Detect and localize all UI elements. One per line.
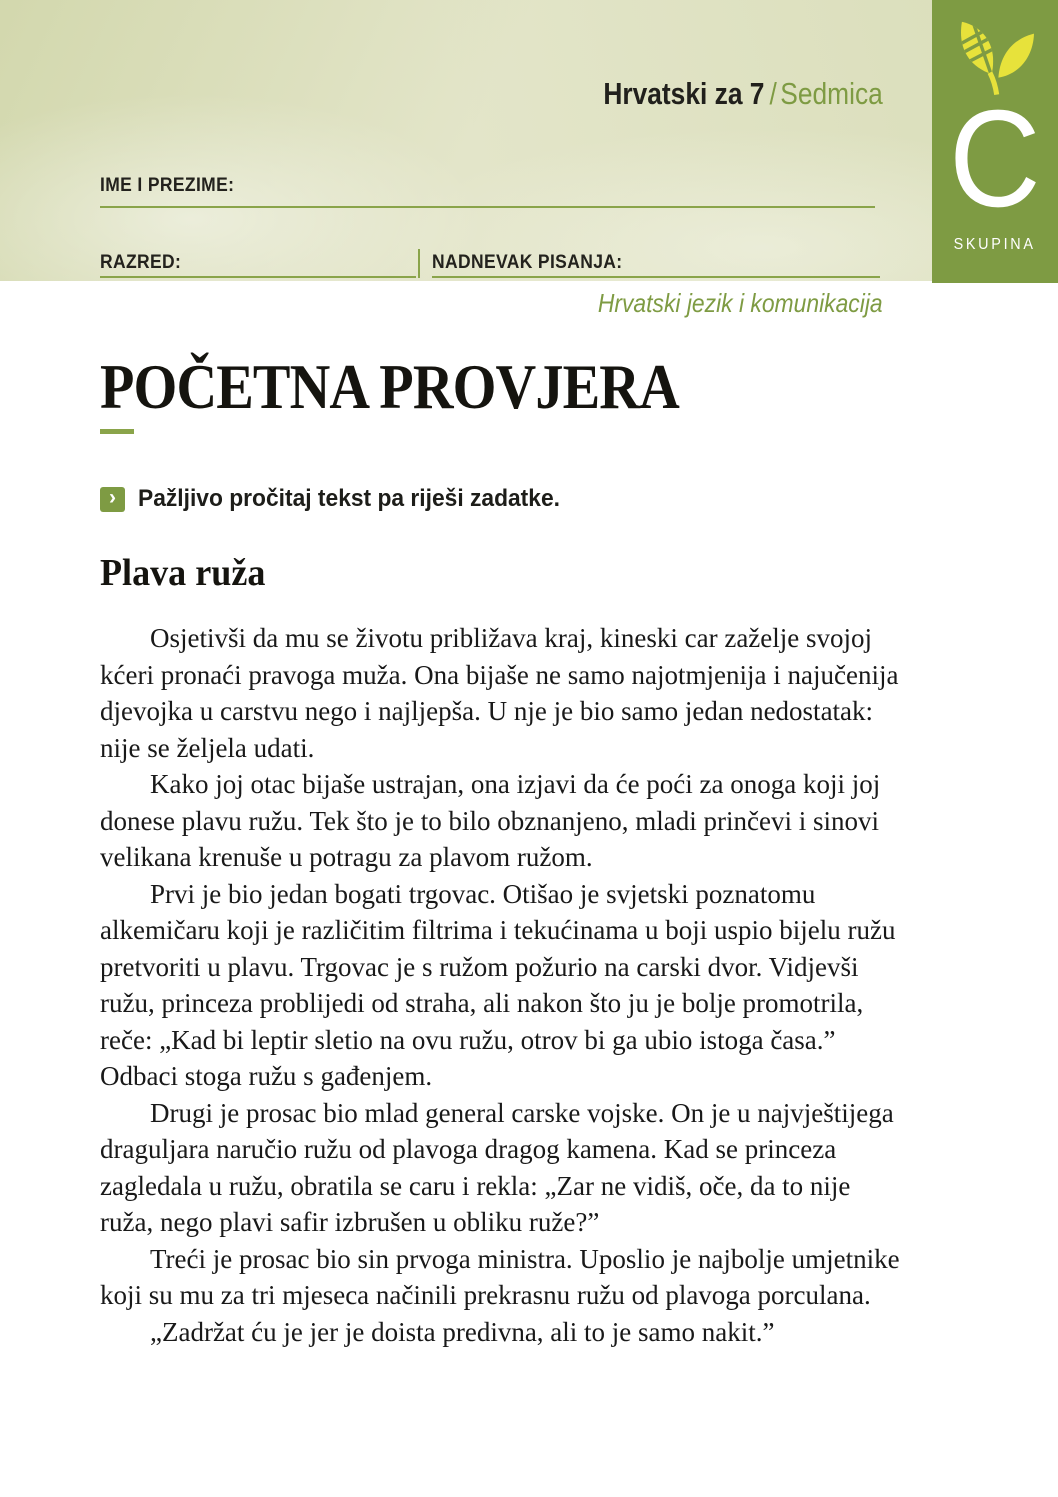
class-field-label: RAZRED:	[100, 252, 182, 273]
story-paragraph: Treći je prosac bio sin prvoga ministra. Uposlio je najbolje umjetnike koji su mu za tri mjeseca načinili prekrasnu ružu od plavoga porculana.	[100, 1243, 900, 1310]
course-edition: Sedmica	[780, 76, 883, 111]
name-field-label: IME I PREZIME:	[100, 175, 235, 196]
chevron-glyph: ›	[109, 486, 116, 509]
group-label: SKUPINA	[953, 236, 1037, 253]
instruction-row	[100, 485, 582, 513]
course-separator: /	[769, 76, 778, 111]
header-texture-band	[0, 0, 1058, 281]
title-dash	[100, 429, 134, 434]
page-title: POČETNA PROVJERA	[100, 351, 679, 422]
date-field-label: NADNEVAK PISANJA:	[432, 252, 623, 273]
group-letter: C	[949, 82, 1041, 236]
course-name: Hrvatski za 7	[603, 76, 765, 111]
subject-title: Hrvatski jezik i komunikacija	[598, 288, 883, 318]
story-paragraph: Drugi je prosac bio mlad general carske vojske. On je u najvještijega draguljara naručio ružu od plavoga dragog kamena. Kad se princeza zagledala u ružu, obratila se caru i rekla: „Zar ne vidiš, oče, da to nije ruža, nego plavi safir izbrušen u obliku ruže?”	[100, 1097, 894, 1237]
date-field-line	[432, 276, 880, 278]
field-divider	[418, 249, 420, 278]
story-paragraph: Osjetivši da mu se životu približava kraj, kineski car zaželje svojoj kćeri pronaći pravoga muža. Ona bijaše ne samo najotmjenija i najučenija djevojka u carstvu nego i najljepša. U nje je bio samo jedan nedostatak: nije se željela udati.	[100, 623, 899, 763]
story-paragraph: Kako joj otac bijaše ustrajan, ona izjavi da će poći za onoga koji joj donese plavu ružu. Tek što je to bilo obznanjeno, mladi prinčevi i sinovi velikana krenuše u potragu za plavom ružom.	[100, 769, 881, 872]
story-paragraphs	[100, 620, 900, 1350]
story-paragraph: „Zadržat ću je jer je doista predivna, ali to je samo nakit.”	[150, 1316, 775, 1347]
chevron-right-icon	[100, 487, 125, 512]
name-field-line	[100, 206, 875, 208]
instruction-text: Pažljivo pročitaj tekst pa riješi zadatke.	[138, 485, 560, 512]
group-badge	[932, 0, 1058, 283]
class-field-line	[100, 276, 416, 278]
story-heading: Plava ruža	[100, 552, 266, 594]
course-title	[604, 76, 883, 112]
story-paragraph: Prvi je bio jedan bogati trgovac. Otišao je svjetski poznatomu alkemičaru koji je različitim filtrima i tekućinama u boji uspio bijelu ružu pretvoriti u plavu. Trgovac je s ružom požurio na carski dvor. Vidjevši ružu, princeza problijedi od straha, ali nakon što ju je bolje promotrila, reče: „Kad bi leptir sletio na ovu ružu, otrov bi ga ubio istoga časa.” Odbaci stoga ružu s gađenjem.	[100, 878, 896, 1091]
